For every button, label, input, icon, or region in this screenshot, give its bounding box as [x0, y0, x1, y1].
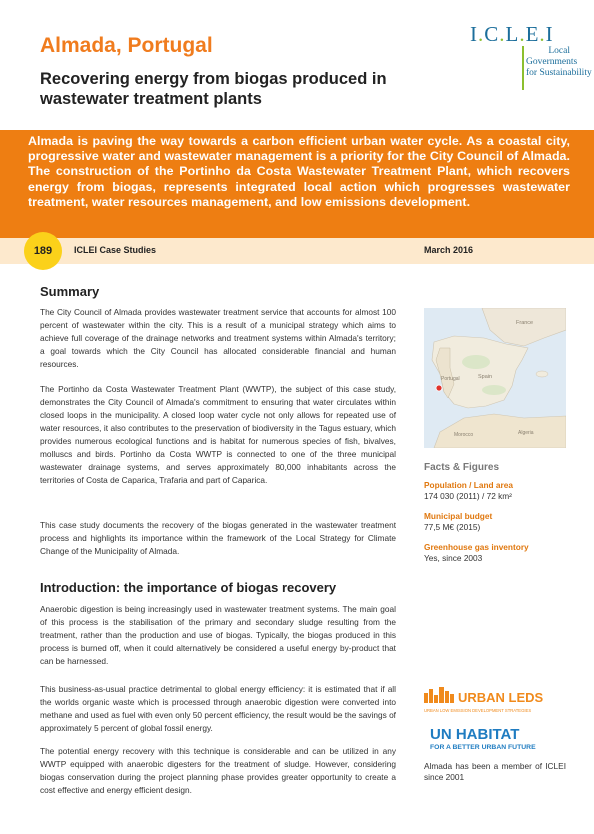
intro-paragraph: The potential energy recovery with this technique is considerable and can be utilized in any WWTP equipped with anaerobic digesters for the treatment of sludge. However, considering biogas conservation during the project planning phase provides greater opportunity to create a cost effective and energy efficient design. [40, 746, 396, 795]
urban-leds-tagline: URBAN LOW EMISSION DEVELOPMENT STRATEGIES [424, 708, 532, 713]
map-label-portugal: Portugal [441, 376, 460, 382]
map-label-morocco: Morocco [454, 432, 474, 438]
membership-note: Almada has been a member of ICLEI since 2001 [424, 761, 566, 782]
un-habitat-wordmark-icon [430, 724, 570, 752]
iberia-map-graphic [424, 308, 566, 448]
page-title: Almada, Portugal [40, 34, 213, 57]
urban-leds-name: URBAN LEDS [458, 690, 544, 705]
map-label-algeria: Algeria [518, 430, 534, 436]
iclei-wordmark: I.C.L.E.I [470, 22, 554, 46]
banner-text: Almada is paving the way towards a carbon efficient urban water cycle. As a coastal city, progressive water and wastewater management is a priority for the City Council of Almada. The construction of the Portinho da Costa Wastewater Treatment Plant, which recovers energy from biogas, represents integrated local action which progresses wastewater treatment, water resources management, and low emissions development. [28, 134, 570, 209]
fact-label: Population / Land area [424, 480, 513, 490]
fact-value: 174 030 (2011) / 72 km² [424, 491, 512, 501]
map-label-france: France [516, 320, 534, 326]
location-marker-icon [436, 385, 442, 391]
publication-date: March 2016 [424, 245, 474, 255]
summary-paragraph: The Portinho da Costa Wastewater Treatment Plant (WWTP), the subject of this case study, demonstrates the City Council of Almada's commitment to ensuring that water circulates within closed loops in the municipality. A closed loop water cycle not only allows for repeated use of water resources, it also contributes to the preservation of biodiversity in the Tagus estuary, which provides numerous ecological functions and is habitat for numerous species of fish, bivalves, molluscs and birds. Portinho da Costa WWTP is connected to one of the three municipal wastewater drainage systems, and serves approximately 80,000 inhabitants across the territories of Costa de Caparica, Trafaria and part of Caparica. [40, 384, 396, 485]
urban-leds-skyline-icon [424, 685, 570, 717]
fact-label: Municipal budget [424, 511, 493, 521]
un-habitat-name: UN HABITAT [430, 726, 520, 743]
iclei-divider [522, 46, 524, 90]
case-number-badge: 189 [24, 232, 62, 270]
iclei-tagline: Local Governments for Sustainability [526, 46, 592, 78]
facts-title: Facts & Figures [424, 462, 500, 473]
intro-paragraph: This business-as-usual practice detrimental to global energy efficiency: it is estimated that if all the worlds organic waste which is processed through anaerobic digestion were converted into methane and used as fuel with even only 50 percent efficiency, the result would be the savings of approximately 5 percent of global fossil energy. [40, 684, 396, 733]
fact-value: 77,5 M€ (2015) [424, 522, 481, 532]
summary-paragraph: The City Council of Almada provides wastewater treatment service that accounts for almost 100 percent of wastewater within the city. This is a result of a municipal strategy which aims to achieve full coverage of the drainage networks and treatment systems within Almada's territory; a goal towards which the City Council has allocated considerable financial and human resources. [40, 307, 396, 369]
map-label-spain: Spain [478, 374, 493, 380]
intro-heading: Introduction: the importance of biogas recovery [40, 580, 337, 595]
urban-leds-logo [424, 685, 570, 717]
un-habitat-tagline: FOR A BETTER URBAN FUTURE [430, 744, 536, 751]
fact-value: Yes, since 2003 [424, 553, 483, 563]
page-subtitle: Recovering energy from biogas produced in wastewater treatment plants [40, 70, 387, 108]
summary-heading: Summary [40, 284, 100, 299]
un-habitat-logo [430, 724, 570, 752]
series-label: ICLEI Case Studies [74, 245, 157, 255]
intro-paragraph: Anaerobic digestion is being increasingly used in wastewater treatment systems. The main goal of this process is the stabilisation of the primary and secondary sludge resulting from the treatment, rather than the production and use of biogas. Typically, the biogas produced in this process is burned off, when it could alternatively be considered a useful energy by-product that can be harnessed. [40, 604, 396, 666]
iclei-logo [470, 22, 592, 94]
summary-paragraph: This case study documents the recovery of the biogas generated in the wastewater treatment process and highlights its importance within the framework of the Local Strategy for Climate Change of the Municipality of Almada. [40, 520, 396, 556]
location-map [424, 308, 566, 448]
fact-label: Greenhouse gas inventory [424, 542, 529, 552]
